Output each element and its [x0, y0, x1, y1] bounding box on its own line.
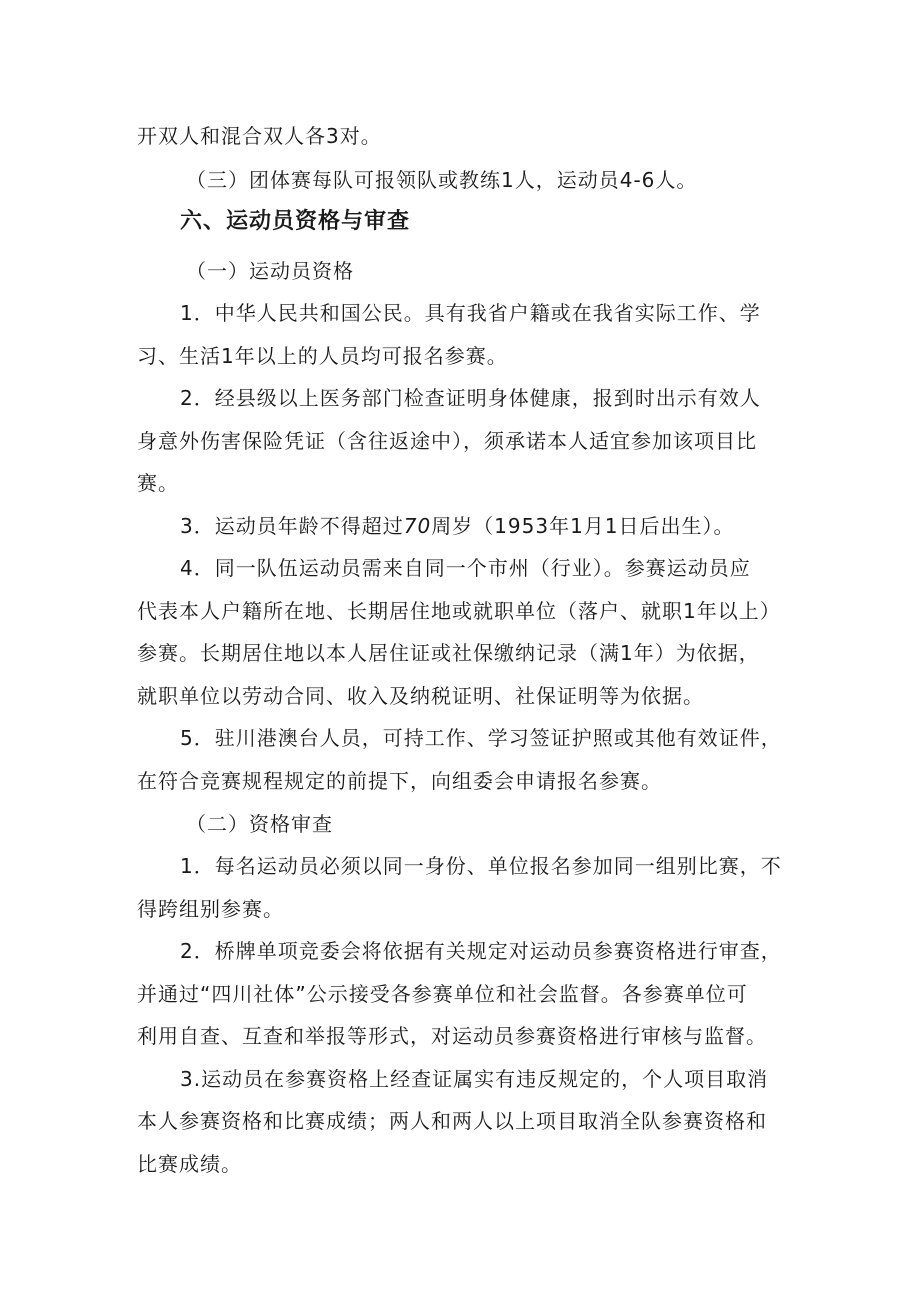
paragraph-line: 就职单位以劳动合同、收入及纳税证明、社保证明等为依据。 — [137, 684, 704, 708]
paragraph-line: 开双人和混合双人各3对。 — [137, 124, 382, 148]
paragraph-line: 习、生活1年以上的人员均可报名参赛。 — [137, 344, 508, 368]
paragraph-line: 本人参赛资格和比赛成绩；两人和两人以上项目取消全队参赛资格和 — [137, 1109, 767, 1133]
paragraph-line: 4．同一队伍运动员需来自同一个市州（行业）。参赛运动员应 — [180, 556, 751, 580]
paragraph-line: 利用自查、互查和举报等形式，对运动员参赛资格进行审核与监督。 — [137, 1024, 767, 1048]
age-rule-prefix: 3．运动员年龄不得超过 — [180, 514, 404, 538]
subsection-heading: （二）资格审查 — [186, 812, 333, 836]
paragraph-line: 赛。 — [137, 471, 179, 495]
paragraph-line: 2．经县级以上医务部门检查证明身体健康，报到时出示有效人 — [180, 386, 761, 410]
section-heading: 六、运动员资格与审查 — [180, 209, 411, 234]
paragraph-line: 在符合竞赛规程规定的前提下，向组委会申请报名参赛。 — [137, 769, 662, 793]
paragraph-line: 得跨组别参赛。 — [137, 897, 284, 921]
paragraph-line: 身意外伤害保险凭证（含往返途中），须承诺本人适宜参加该项目比 — [137, 429, 757, 453]
paragraph-line: 参赛。长期居住地以本人居住证或社保缴纳记录（满1年）为依据， — [137, 641, 760, 665]
age-limit-value: 70 — [403, 514, 432, 538]
subsection-heading: （一）运动员资格 — [186, 259, 354, 283]
paragraph-line: 3.运动员在参赛资格上经查证属实有违反规定的，个人项目取消 — [180, 1067, 769, 1091]
paragraph-line: 1．中华人民共和国公民。具有我省户籍或在我省实际工作、学 — [180, 301, 761, 325]
paragraph-line — [180, 512, 735, 540]
paragraph-line: 5．驻川港澳台人员，可持工作、学习签证护照或其他有效证件， — [180, 726, 782, 750]
paragraph-line: 代表本人户籍所在地、长期居住地或就职单位（落户、就职1年以上） — [137, 599, 781, 623]
paragraph-line: 并通过“四川社体”公示接受各参赛单位和社会监督。各参赛单位可 — [137, 982, 748, 1006]
paragraph-line: 2．桥牌单项竞委会将依据有关规定对运动员参赛资格进行审查， — [180, 939, 782, 963]
paragraph-line: 1．每名运动员必须以同一身份、单位报名参加同一组别比赛，不 — [180, 854, 782, 878]
paragraph-line: 比赛成绩。 — [137, 1152, 242, 1176]
age-rule-suffix: 周岁（1953年1月1日后出生）。 — [431, 514, 735, 538]
paragraph-line: （三）团体赛每队可报领队或教练1人，运动员4-6人。 — [186, 168, 698, 192]
